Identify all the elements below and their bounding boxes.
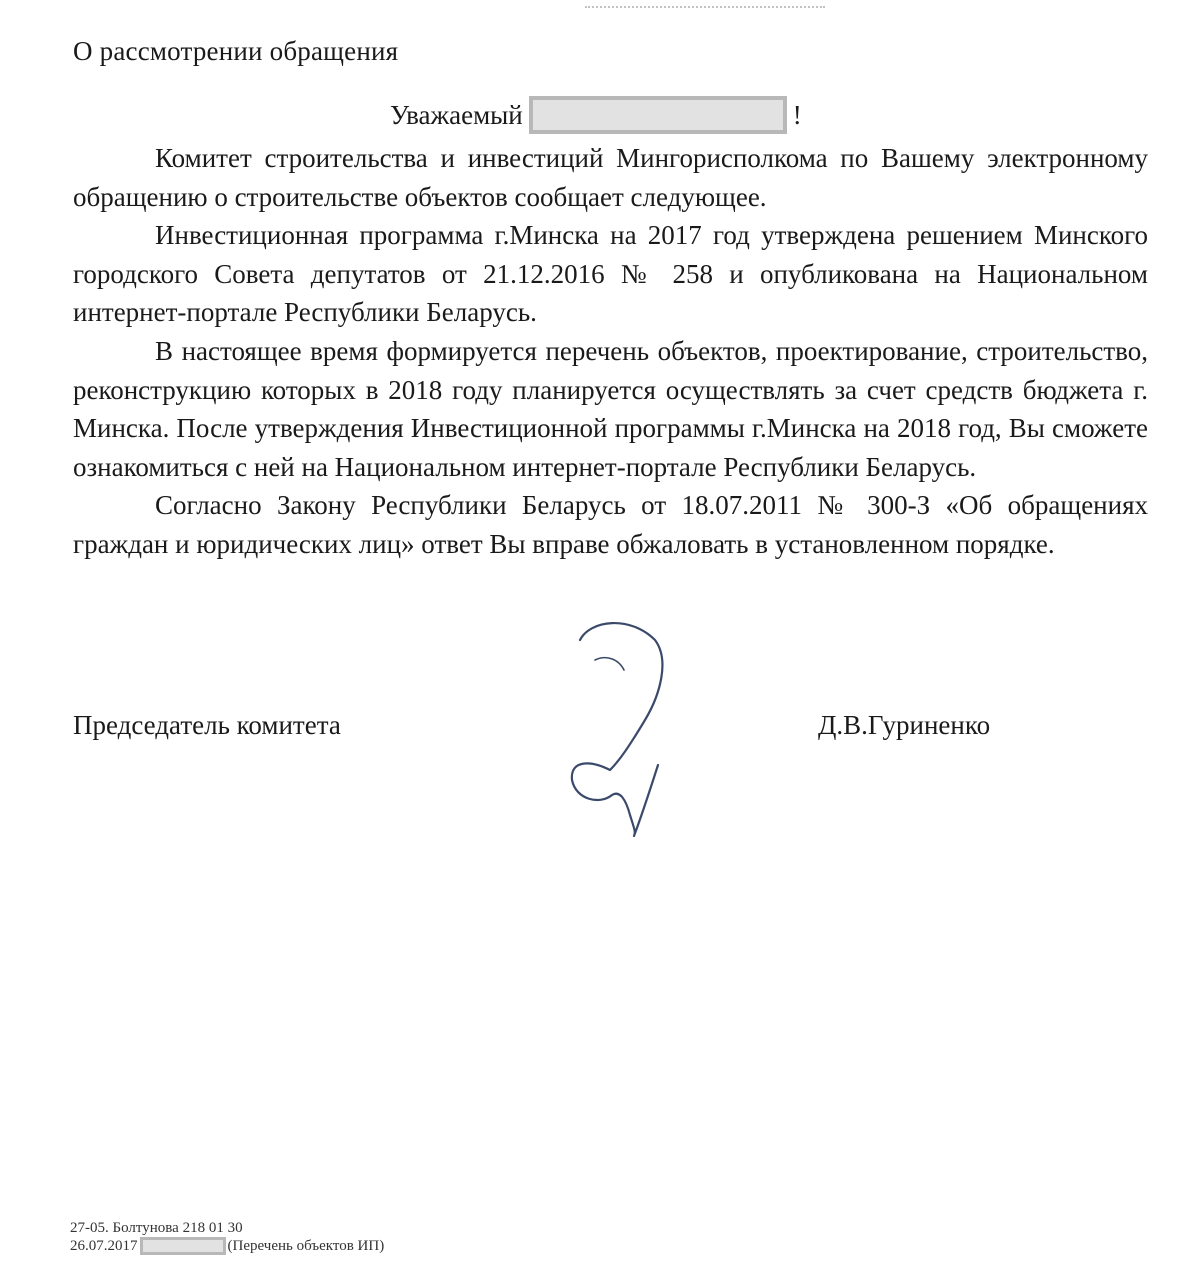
signature-flourish xyxy=(595,658,624,670)
document-footer xyxy=(70,1220,384,1255)
salutation-word: Уважаемый xyxy=(390,99,523,130)
paragraph-program-2017: Инвестиционная программа г.Минска на 2017 год утверждена решением Минского городского Совета депутатов от 21.12.2016 № 258 и опубликована на Национальном интернет-портале Республики Беларусь. xyxy=(73,220,1148,328)
paragraph-intro: Комитет строительства и инвестиций Мингорисполкома по Вашему электронному обращению о строительстве объектов сообщает следующее. xyxy=(73,143,1148,212)
footer-note: (Перечень объектов ИП) xyxy=(227,1237,385,1254)
cropped-header-fragment xyxy=(585,0,825,8)
signatory-role: Председатель комитета xyxy=(73,710,341,740)
footer-registration-line xyxy=(70,1237,384,1255)
paragraph-appeal-rights: Согласно Закону Республики Беларусь от 18.07.2011 № 300-З «Об обращениях граждан и юридических лиц» ответ Вы вправе обжаловать в установленном порядке. xyxy=(73,490,1148,559)
signatory-name: Д.В.Гуриненко xyxy=(818,710,991,740)
redacted-recipient-name xyxy=(529,96,787,134)
footer-executor-line: 27-05. Болтунова 218 01 30 xyxy=(70,1220,243,1236)
letter-body xyxy=(73,139,1148,564)
salutation-exclamation: ! xyxy=(792,99,802,130)
signature-stroke xyxy=(572,623,663,836)
redacted-registration-number xyxy=(140,1237,226,1255)
handwritten-signature xyxy=(550,600,680,850)
paragraph-program-2018: В настоящее время формируется перечень объектов, проектирование, строительство, реконструкцию которых в 2018 году планируется осуществлять за счет средств бюджета г. Минска. После утверждения Инвестиционной программы г.Минска на 2018 год, Вы сможете ознакомиться с ней на Национальном интернет-портале Республики Беларусь. xyxy=(73,335,1148,482)
letter-subject: О рассмотрении обращения xyxy=(73,36,399,66)
footer-date: 26.07.2017 xyxy=(70,1237,138,1254)
salutation xyxy=(390,96,802,134)
